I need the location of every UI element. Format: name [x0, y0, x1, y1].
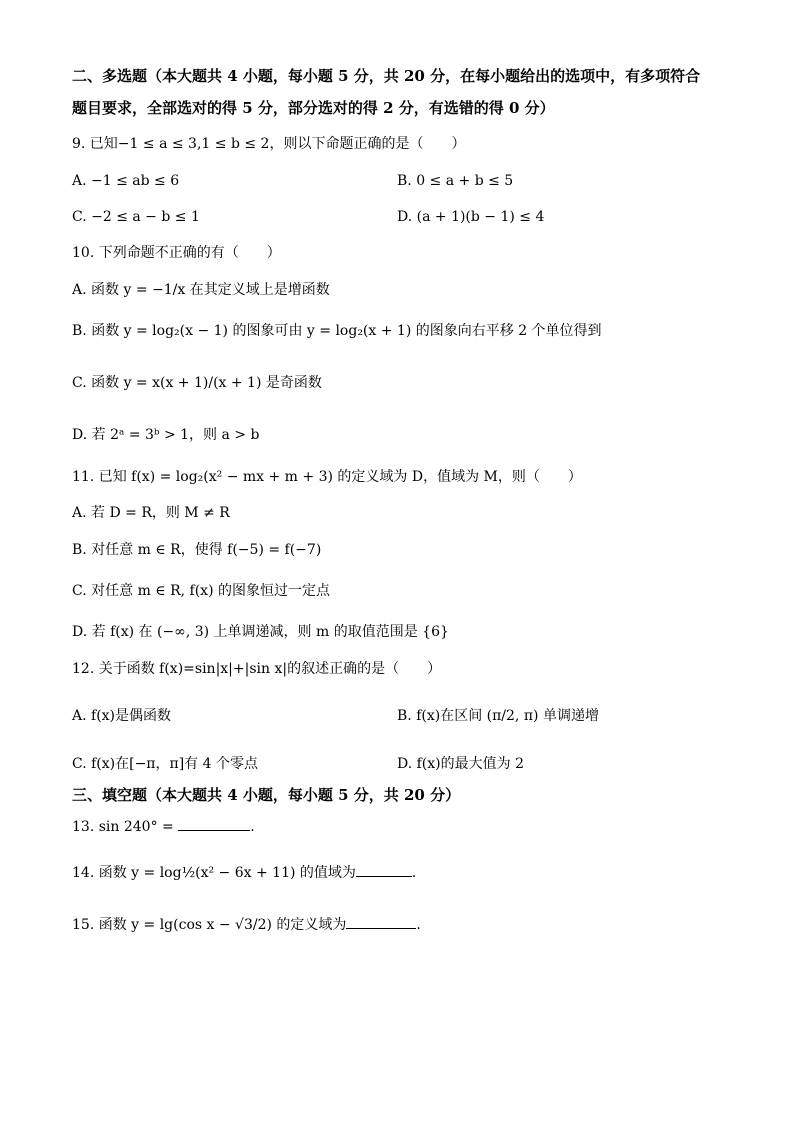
q10-stem: 10. 下列命题不正确的有（ ）	[72, 245, 281, 261]
q14-line	[72, 862, 416, 883]
q11-option-a: A. 若 D = R，则 M ≠ R	[72, 505, 230, 521]
q14-end: .	[411, 865, 417, 881]
section2-header-line1: 二、多选题（本大题共 4 小题，每小题 5 分，共 20 分，在每小题给出的选项中，有多项符合	[72, 67, 701, 85]
q12-option-a: A. f(x)是偶函数	[72, 708, 172, 724]
q9-option-a: A. −1 ≤ ab ≤ 6	[72, 173, 180, 189]
q13-end: .	[250, 819, 255, 835]
q10-option-c: C. 函数 y = x(x + 1)/(x + 1) 是奇函数	[72, 375, 322, 391]
q11-option-d: D. 若 f(x) 在 (−∞, 3) 上单调递减，则 m 的取值范围是 {6}	[72, 624, 449, 640]
q11-option-c: C. 对任意 m ∈ R, f(x) 的图象恒过一定点	[72, 583, 330, 599]
q12-option-d: D. f(x)的最大值为 2	[397, 756, 524, 772]
q11-stem: 11. 已知 f(x) = log₂(x² − mx + m + 3) 的定义域为 D，值域为 M，则（ ）	[72, 469, 582, 485]
q15-end: .	[416, 917, 421, 933]
q11-option-b: B. 对任意 m ∈ R，使得 f(−5) = f(−7)	[72, 542, 322, 558]
q13-line	[72, 816, 255, 837]
q12-option-b: B. f(x)在区间 (π/2, π) 单调递增	[397, 708, 599, 724]
q15-stem: 15. 函数 y = lg(cos x − √3/2) 的定义域为	[72, 917, 347, 933]
q12-stem: 12. 关于函数 f(x)=sin|x|+|sin x|的叙述正确的是（ ）	[72, 661, 442, 677]
q14-answer-blank[interactable]	[356, 862, 412, 877]
q9-option-c: C. −2 ≤ a − b ≤ 1	[72, 209, 200, 225]
q15-line	[72, 914, 421, 935]
q13-stem: 13. sin 240° =	[72, 819, 174, 835]
q10-option-d: D. 若 2ᵃ = 3ᵇ > 1，则 a > b	[72, 427, 260, 443]
q13-answer-blank[interactable]	[178, 816, 250, 831]
q12-option-c: C. f(x)在[−π，π]有 4 个零点	[72, 756, 258, 772]
q10-option-b: B. 函数 y = log₂(x − 1) 的图象可由 y = log₂(x + 1) 的图象向右平移 2 个单位得到	[72, 323, 602, 339]
section3-header: 三、填空题（本大题共 4 小题，每小题 5 分，共 20 分）	[72, 786, 461, 804]
q9-option-b: B. 0 ≤ a + b ≤ 5	[397, 173, 514, 189]
q9-option-d: D. (a + 1)(b − 1) ≤ 4	[397, 209, 545, 225]
q15-answer-blank[interactable]	[346, 914, 416, 929]
section2-header-line2: 题目要求，全部选对的得 5 分，部分选对的得 2 分，有选错的得 0 分）	[72, 99, 555, 117]
q9-stem: 9. 已知−1 ≤ a ≤ 3,1 ≤ b ≤ 2，则以下命题正确的是（ ）	[72, 136, 466, 152]
q10-option-a: A. 函数 y = −1/x 在其定义域上是增函数	[72, 282, 330, 298]
q14-stem: 14. 函数 y = log½(x² − 6x + 11) 的值域为	[72, 865, 356, 881]
